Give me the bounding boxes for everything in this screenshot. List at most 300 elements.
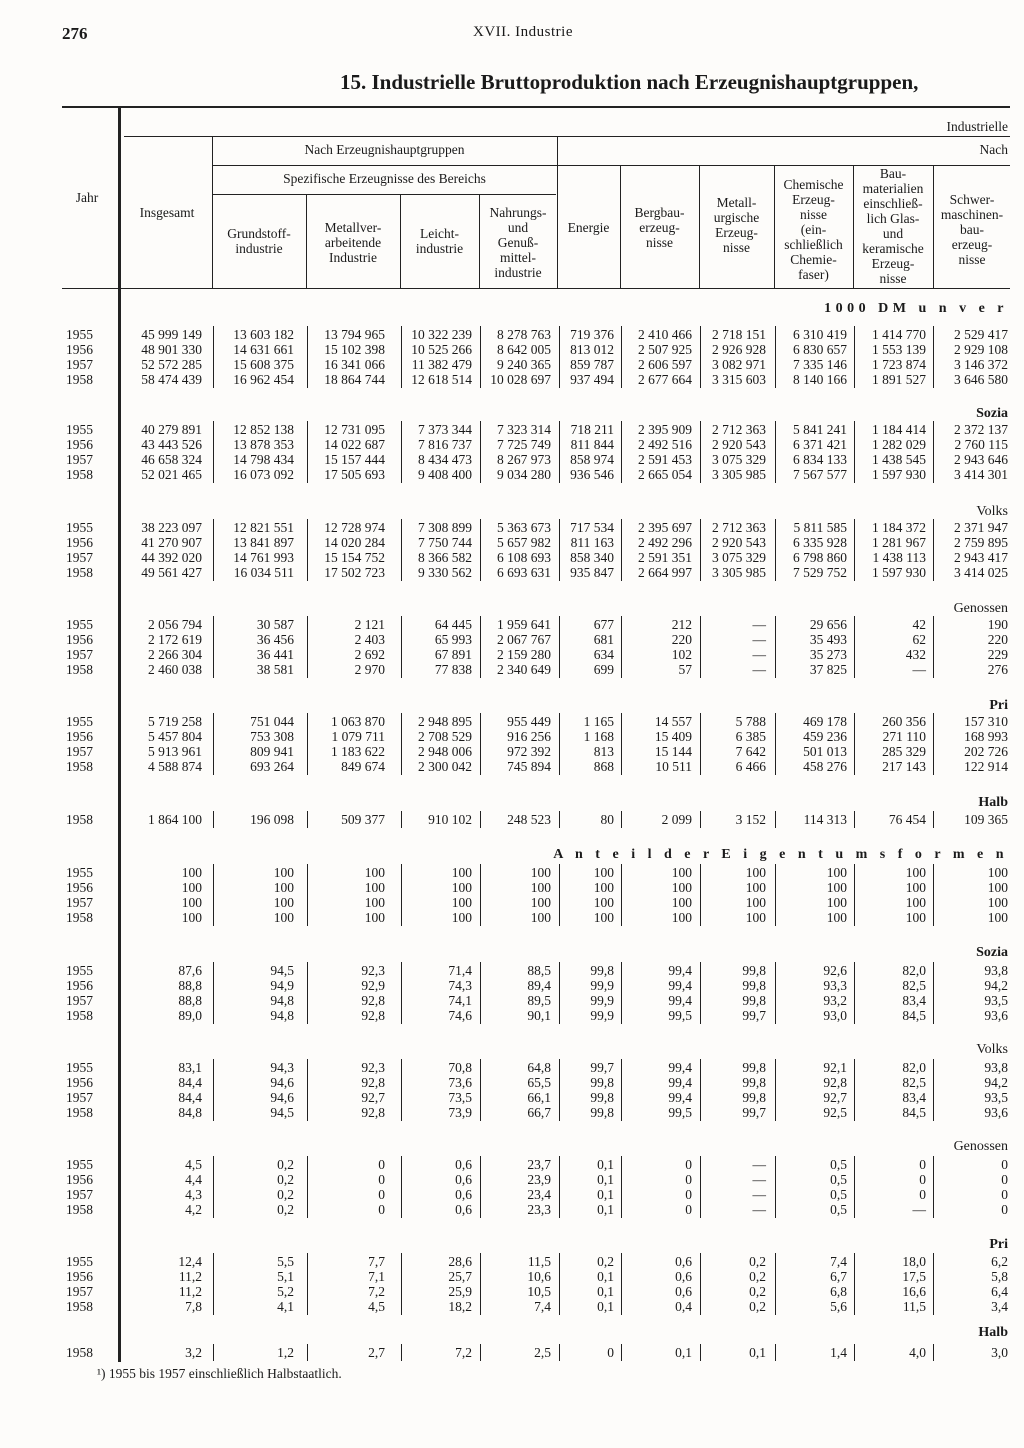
value-cell: 4 588 874 xyxy=(148,759,202,774)
year-cell: 1955 xyxy=(66,1060,93,1075)
value-cell: 9 240 365 xyxy=(497,357,551,372)
value-cell: 811 844 xyxy=(570,437,614,452)
value-cell: 0 xyxy=(685,1187,692,1202)
value-cell: 77 838 xyxy=(434,662,472,677)
value-cell: 0,6 xyxy=(455,1172,472,1187)
table-row xyxy=(0,520,1024,535)
value-cell: 100 xyxy=(451,880,472,895)
header-chemische-erzeugnisse: Chemische Erzeug- nisse (ein- schließlich Chemie- faser) xyxy=(783,177,844,282)
value-cell: 0,6 xyxy=(455,1157,472,1172)
value-cell: 0,1 xyxy=(675,1345,692,1360)
value-cell: 100 xyxy=(451,895,472,910)
value-cell: 99,8 xyxy=(742,978,766,993)
value-cell: 38 581 xyxy=(256,662,294,677)
value-cell: 4,0 xyxy=(909,1345,926,1360)
value-cell: 100 xyxy=(987,865,1008,880)
column-separator xyxy=(480,519,481,581)
value-cell: 100 xyxy=(671,910,692,925)
value-cell: 99,4 xyxy=(668,1060,692,1075)
value-cell: 15 102 398 xyxy=(324,342,385,357)
value-cell: 0,1 xyxy=(597,1187,614,1202)
column-separator xyxy=(700,811,701,828)
value-cell: 9 330 562 xyxy=(418,565,472,580)
value-cell: 99,5 xyxy=(668,1008,692,1023)
value-cell: 0 xyxy=(378,1157,385,1172)
value-cell: 74,3 xyxy=(448,978,472,993)
table-row xyxy=(0,422,1024,437)
value-cell: 2 759 895 xyxy=(954,535,1008,550)
value-cell: 94,5 xyxy=(270,963,294,978)
value-cell: 1 597 930 xyxy=(872,565,926,580)
column-separator xyxy=(621,713,622,775)
value-cell: 65 993 xyxy=(434,632,472,647)
column-separator xyxy=(854,1059,855,1121)
year-cell: 1958 xyxy=(66,467,93,482)
header-energie: Energie xyxy=(567,220,610,235)
year-cell: 1958 xyxy=(66,1345,93,1360)
value-cell: 92,7 xyxy=(361,1090,385,1105)
value-cell: 44 392 020 xyxy=(141,550,202,565)
value-cell: 1 183 622 xyxy=(331,744,385,759)
value-cell: 5 788 xyxy=(735,714,766,729)
value-cell: 4,4 xyxy=(185,1172,202,1187)
column-separator xyxy=(700,1156,701,1218)
value-cell: 92,8 xyxy=(361,1075,385,1090)
value-cell: 84,5 xyxy=(902,1105,926,1120)
table-row xyxy=(0,1254,1024,1269)
column-separator xyxy=(621,1344,622,1361)
value-cell: 0 xyxy=(1001,1172,1008,1187)
value-cell: 2 708 529 xyxy=(418,729,472,744)
value-cell: 45 999 149 xyxy=(141,327,202,342)
value-cell: 14 631 661 xyxy=(233,342,294,357)
column-separator xyxy=(775,1344,776,1361)
value-cell: 2 371 947 xyxy=(954,520,1008,535)
value-cell: 100 xyxy=(181,880,202,895)
value-cell: 4,5 xyxy=(368,1299,385,1314)
value-cell: 0,5 xyxy=(830,1172,847,1187)
value-cell: 100 xyxy=(987,895,1008,910)
column-separator xyxy=(854,864,855,926)
column-separator xyxy=(775,864,776,926)
table-row xyxy=(0,1299,1024,1314)
header-industrielle: Industrielle xyxy=(946,119,1008,134)
value-cell: 7,2 xyxy=(368,1284,385,1299)
value-cell: 12 852 138 xyxy=(233,422,294,437)
value-cell: — xyxy=(752,1172,766,1187)
value-cell: 13 794 965 xyxy=(324,327,385,342)
value-cell: 196 098 xyxy=(250,812,294,827)
value-cell: 8 267 973 xyxy=(497,452,551,467)
column-separator xyxy=(480,1156,481,1218)
value-cell: 10,6 xyxy=(527,1269,551,1284)
column-separator xyxy=(213,962,214,1024)
value-cell: 94,9 xyxy=(270,978,294,993)
value-cell: 217 143 xyxy=(882,759,926,774)
value-cell: 1 891 527 xyxy=(872,372,926,387)
value-cell: — xyxy=(752,662,766,677)
column-separator xyxy=(559,713,560,775)
value-cell: 0,1 xyxy=(597,1299,614,1314)
column-separator xyxy=(933,1156,934,1218)
year-cell: 1958 xyxy=(66,1299,93,1314)
year-cell: 1956 xyxy=(66,1075,93,1090)
value-cell: 25,9 xyxy=(448,1284,472,1299)
column-separator xyxy=(213,1156,214,1218)
spezifische-rule xyxy=(213,194,556,195)
column-separator xyxy=(854,1156,855,1218)
column-separator xyxy=(307,864,308,926)
value-cell: 1 959 641 xyxy=(497,617,551,632)
value-cell: 813 012 xyxy=(570,342,614,357)
value-cell: 93,3 xyxy=(823,978,847,993)
value-cell: 1 079 711 xyxy=(331,729,385,744)
value-cell: 36 441 xyxy=(256,647,294,662)
value-cell: 66,1 xyxy=(527,1090,551,1105)
value-cell: 3 414 025 xyxy=(954,565,1008,580)
value-cell: 7 529 752 xyxy=(793,565,847,580)
value-cell: 100 xyxy=(826,865,847,880)
value-cell: 3 646 580 xyxy=(954,372,1008,387)
value-cell: 84,5 xyxy=(902,1008,926,1023)
value-cell: 93,8 xyxy=(984,1060,1008,1075)
value-cell: 5,6 xyxy=(830,1299,847,1314)
value-cell: 6 310 419 xyxy=(793,327,847,342)
column-separator xyxy=(854,326,855,388)
year-cell: 1958 xyxy=(66,1202,93,1217)
value-cell: 5,5 xyxy=(277,1254,294,1269)
value-cell: 0,6 xyxy=(675,1269,692,1284)
column-separator xyxy=(213,421,214,483)
value-cell: 12 618 514 xyxy=(411,372,472,387)
table-row xyxy=(0,662,1024,677)
value-cell: 972 392 xyxy=(507,744,551,759)
value-cell: 100 xyxy=(364,895,385,910)
value-cell: 94,6 xyxy=(270,1075,294,1090)
value-cell: 7 308 899 xyxy=(418,520,472,535)
year-cell: 1957 xyxy=(66,1284,93,1299)
value-cell: 7 725 749 xyxy=(497,437,551,452)
value-cell: 1 414 770 xyxy=(872,327,926,342)
value-cell: 100 xyxy=(905,895,926,910)
value-cell: 93,6 xyxy=(984,1008,1008,1023)
column-separator xyxy=(775,811,776,828)
value-cell: 1 438 113 xyxy=(872,550,926,565)
value-cell: 73,5 xyxy=(448,1090,472,1105)
value-cell: 0,2 xyxy=(749,1254,766,1269)
value-cell: 0 xyxy=(685,1172,692,1187)
column-separator xyxy=(621,616,622,678)
value-cell: 2 920 543 xyxy=(712,437,766,452)
column-separator xyxy=(480,864,481,926)
table-title: 15. Industrielle Bruttoproduktion nach Erzeugnishauptgruppen, xyxy=(340,70,919,94)
value-cell: 82,0 xyxy=(902,1060,926,1075)
section-label: Genossen xyxy=(953,1139,1008,1154)
value-cell: 3 152 xyxy=(735,812,766,827)
column-separator xyxy=(307,1059,308,1121)
column-separator xyxy=(621,326,622,388)
value-cell: 6 385 xyxy=(735,729,766,744)
table-row xyxy=(0,1090,1024,1105)
value-cell: 62 xyxy=(912,632,926,647)
value-cell: 13 841 897 xyxy=(233,535,294,550)
value-cell: 260 356 xyxy=(882,714,926,729)
header-nach-erzeugnishauptgruppen: Nach Erzeugnishauptgruppen xyxy=(304,142,465,157)
running-head: XVII. Industrie xyxy=(473,24,573,40)
year-cell: 1956 xyxy=(66,632,93,647)
value-cell: 0 xyxy=(378,1187,385,1202)
value-cell: 23,9 xyxy=(527,1172,551,1187)
column-separator xyxy=(559,616,560,678)
value-cell: 88,8 xyxy=(178,978,202,993)
column-separator xyxy=(559,519,560,581)
value-cell: — xyxy=(752,617,766,632)
value-cell: 2 948 006 xyxy=(418,744,472,759)
section-label: Pri xyxy=(989,698,1008,713)
value-cell: 0,2 xyxy=(749,1269,766,1284)
column-separator xyxy=(933,713,934,775)
value-cell: 1,2 xyxy=(277,1345,294,1360)
value-cell: 5 719 258 xyxy=(148,714,202,729)
value-cell: 29 656 xyxy=(809,617,847,632)
value-cell: 100 xyxy=(451,910,472,925)
value-cell: 2 410 466 xyxy=(638,327,692,342)
value-cell: 0,1 xyxy=(597,1157,614,1172)
value-cell: 28,6 xyxy=(448,1254,472,1269)
value-cell: 92,8 xyxy=(361,993,385,1008)
value-cell: 699 xyxy=(593,662,614,677)
value-cell: 100 xyxy=(745,910,766,925)
value-cell: 92,6 xyxy=(823,963,847,978)
column-separator xyxy=(559,1344,560,1361)
column-separator xyxy=(213,1344,214,1361)
value-cell: 285 329 xyxy=(882,744,926,759)
value-cell: 100 xyxy=(987,880,1008,895)
value-cell: 100 xyxy=(987,910,1008,925)
value-cell: 813 xyxy=(593,744,614,759)
table-row xyxy=(0,1187,1024,1202)
value-cell: 3,2 xyxy=(185,1345,202,1360)
value-cell: 64,8 xyxy=(527,1060,551,1075)
column-separator xyxy=(559,811,560,828)
header-grundstoffindustrie: Grundstoff- industrie xyxy=(227,226,291,256)
value-cell: 8 366 582 xyxy=(418,550,472,565)
value-cell: 99,4 xyxy=(668,1090,692,1105)
value-cell: — xyxy=(752,632,766,647)
value-cell: 2 665 054 xyxy=(638,467,692,482)
value-cell: 13 603 182 xyxy=(233,327,294,342)
column-separator xyxy=(700,1253,701,1315)
value-cell: 64 445 xyxy=(434,617,472,632)
value-cell: 100 xyxy=(181,910,202,925)
column-separator xyxy=(621,1156,622,1218)
value-cell: 42 xyxy=(912,617,926,632)
value-cell: 100 xyxy=(826,910,847,925)
value-cell: 1 063 870 xyxy=(331,714,385,729)
value-cell: 11,5 xyxy=(902,1299,926,1314)
table-row xyxy=(0,1345,1024,1360)
column-separator xyxy=(933,1059,934,1121)
value-cell: 84,4 xyxy=(178,1090,202,1105)
value-cell: 2 507 925 xyxy=(638,342,692,357)
value-cell: 0 xyxy=(607,1345,614,1360)
column-separator xyxy=(700,616,701,678)
value-cell: 7,1 xyxy=(368,1269,385,1284)
column-separator xyxy=(775,326,776,388)
value-cell: 3 075 329 xyxy=(712,550,766,565)
value-cell: 7 750 744 xyxy=(418,535,472,550)
page-number: 276 xyxy=(62,24,88,43)
value-cell: 14 798 434 xyxy=(233,452,294,467)
column-separator xyxy=(854,1253,855,1315)
value-cell: 83,4 xyxy=(902,1090,926,1105)
value-cell: 1,4 xyxy=(830,1345,847,1360)
value-cell: 100 xyxy=(364,865,385,880)
value-cell: 1 723 874 xyxy=(872,357,926,372)
value-cell: 2 403 xyxy=(354,632,385,647)
value-cell: 93,2 xyxy=(823,993,847,1008)
value-cell: 88,5 xyxy=(527,963,551,978)
column-separator xyxy=(621,811,622,828)
column-separator xyxy=(854,1344,855,1361)
value-cell: 2 692 xyxy=(354,647,385,662)
column-separator xyxy=(775,1253,776,1315)
value-cell: 99,8 xyxy=(590,1090,614,1105)
table-row xyxy=(0,714,1024,729)
value-cell: 2,7 xyxy=(368,1345,385,1360)
value-cell: 0 xyxy=(378,1172,385,1187)
year-cell: 1956 xyxy=(66,437,93,452)
value-cell: 122 914 xyxy=(964,759,1008,774)
column-separator xyxy=(401,811,402,828)
column-separator xyxy=(933,962,934,1024)
column-separator xyxy=(401,519,402,581)
column-separator xyxy=(213,1059,214,1121)
table-row xyxy=(0,993,1024,1008)
value-cell: 40 279 891 xyxy=(141,422,202,437)
column-separator xyxy=(307,962,308,1024)
value-cell: 936 546 xyxy=(570,467,614,482)
table-row xyxy=(0,865,1024,880)
year-cell: 1956 xyxy=(66,880,93,895)
value-cell: 4,2 xyxy=(185,1202,202,1217)
column-separator xyxy=(559,962,560,1024)
year-cell: 1957 xyxy=(66,993,93,1008)
value-cell: 229 xyxy=(987,647,1008,662)
value-cell: 23,4 xyxy=(527,1187,551,1202)
value-cell: 0,2 xyxy=(749,1299,766,1314)
year-cell: 1958 xyxy=(66,662,93,677)
table-row xyxy=(0,1269,1024,1284)
value-cell: — xyxy=(912,1202,926,1217)
value-cell: 7,2 xyxy=(455,1345,472,1360)
year-cell: 1955 xyxy=(66,617,93,632)
value-cell: — xyxy=(912,662,926,677)
column-separator xyxy=(621,421,622,483)
value-cell: 501 013 xyxy=(803,744,847,759)
value-cell: 93,6 xyxy=(984,1105,1008,1120)
value-cell: 937 494 xyxy=(570,372,614,387)
value-cell: 5,2 xyxy=(277,1284,294,1299)
value-cell: 109 365 xyxy=(964,812,1008,827)
table-row xyxy=(0,565,1024,580)
value-cell: 18 864 744 xyxy=(324,372,385,387)
value-cell: 6 108 693 xyxy=(497,550,551,565)
header-nach: Nach xyxy=(979,142,1008,157)
year-cell: 1955 xyxy=(66,1157,93,1172)
column-separator xyxy=(401,1059,402,1121)
value-cell: 4,5 xyxy=(185,1157,202,1172)
value-cell: 458 276 xyxy=(803,759,847,774)
column-separator xyxy=(307,1344,308,1361)
column-separator xyxy=(307,519,308,581)
value-cell: 99,4 xyxy=(668,1075,692,1090)
column-separator xyxy=(775,616,776,678)
value-cell: 99,8 xyxy=(590,963,614,978)
year-cell: 1955 xyxy=(66,422,93,437)
industrielle-rule xyxy=(124,136,1010,137)
value-cell: 8 140 166 xyxy=(793,372,847,387)
value-cell: 92,5 xyxy=(823,1105,847,1120)
value-cell: 100 xyxy=(745,865,766,880)
value-cell: 2 067 767 xyxy=(497,632,551,647)
value-cell: 15 409 xyxy=(654,729,692,744)
value-cell: 93,5 xyxy=(984,993,1008,1008)
column-separator xyxy=(775,1156,776,1218)
table-row xyxy=(0,880,1024,895)
value-cell: 0,6 xyxy=(675,1284,692,1299)
value-cell: 6 830 657 xyxy=(793,342,847,357)
value-cell: 1 281 967 xyxy=(872,535,926,550)
value-cell: 0 xyxy=(378,1202,385,1217)
value-cell: 100 xyxy=(530,880,551,895)
value-cell: 719 376 xyxy=(570,327,614,342)
value-cell: 693 264 xyxy=(250,759,294,774)
column-separator xyxy=(700,421,701,483)
table-row xyxy=(0,647,1024,662)
value-cell: 248 523 xyxy=(507,812,551,827)
value-cell: 190 xyxy=(987,617,1008,632)
table-row xyxy=(0,342,1024,357)
value-cell: 10 028 697 xyxy=(490,372,551,387)
value-cell: 168 993 xyxy=(964,729,1008,744)
column-separator xyxy=(559,1156,560,1218)
value-cell: 809 941 xyxy=(250,744,294,759)
value-cell: 38 223 097 xyxy=(141,520,202,535)
section-label: Genossen xyxy=(953,601,1008,616)
column-separator xyxy=(854,616,855,678)
value-cell: 58 474 439 xyxy=(141,372,202,387)
value-cell: 3 414 301 xyxy=(954,467,1008,482)
column-separator xyxy=(307,713,308,775)
value-cell: 100 xyxy=(273,895,294,910)
section-label: Halb xyxy=(978,795,1008,810)
value-cell: 6,8 xyxy=(830,1284,847,1299)
value-cell: 859 787 xyxy=(570,357,614,372)
column-separator xyxy=(480,713,481,775)
value-cell: 11,2 xyxy=(178,1269,202,1284)
value-cell: 92,9 xyxy=(361,978,385,993)
column-separator xyxy=(480,1344,481,1361)
value-cell: 99,7 xyxy=(742,1008,766,1023)
year-cell: 1958 xyxy=(66,910,93,925)
value-cell: 15 144 xyxy=(654,744,692,759)
column-separator xyxy=(775,713,776,775)
value-cell: 2 926 928 xyxy=(712,342,766,357)
value-cell: 2 948 895 xyxy=(418,714,472,729)
value-cell: 89,0 xyxy=(178,1008,202,1023)
value-cell: 5 363 673 xyxy=(497,520,551,535)
